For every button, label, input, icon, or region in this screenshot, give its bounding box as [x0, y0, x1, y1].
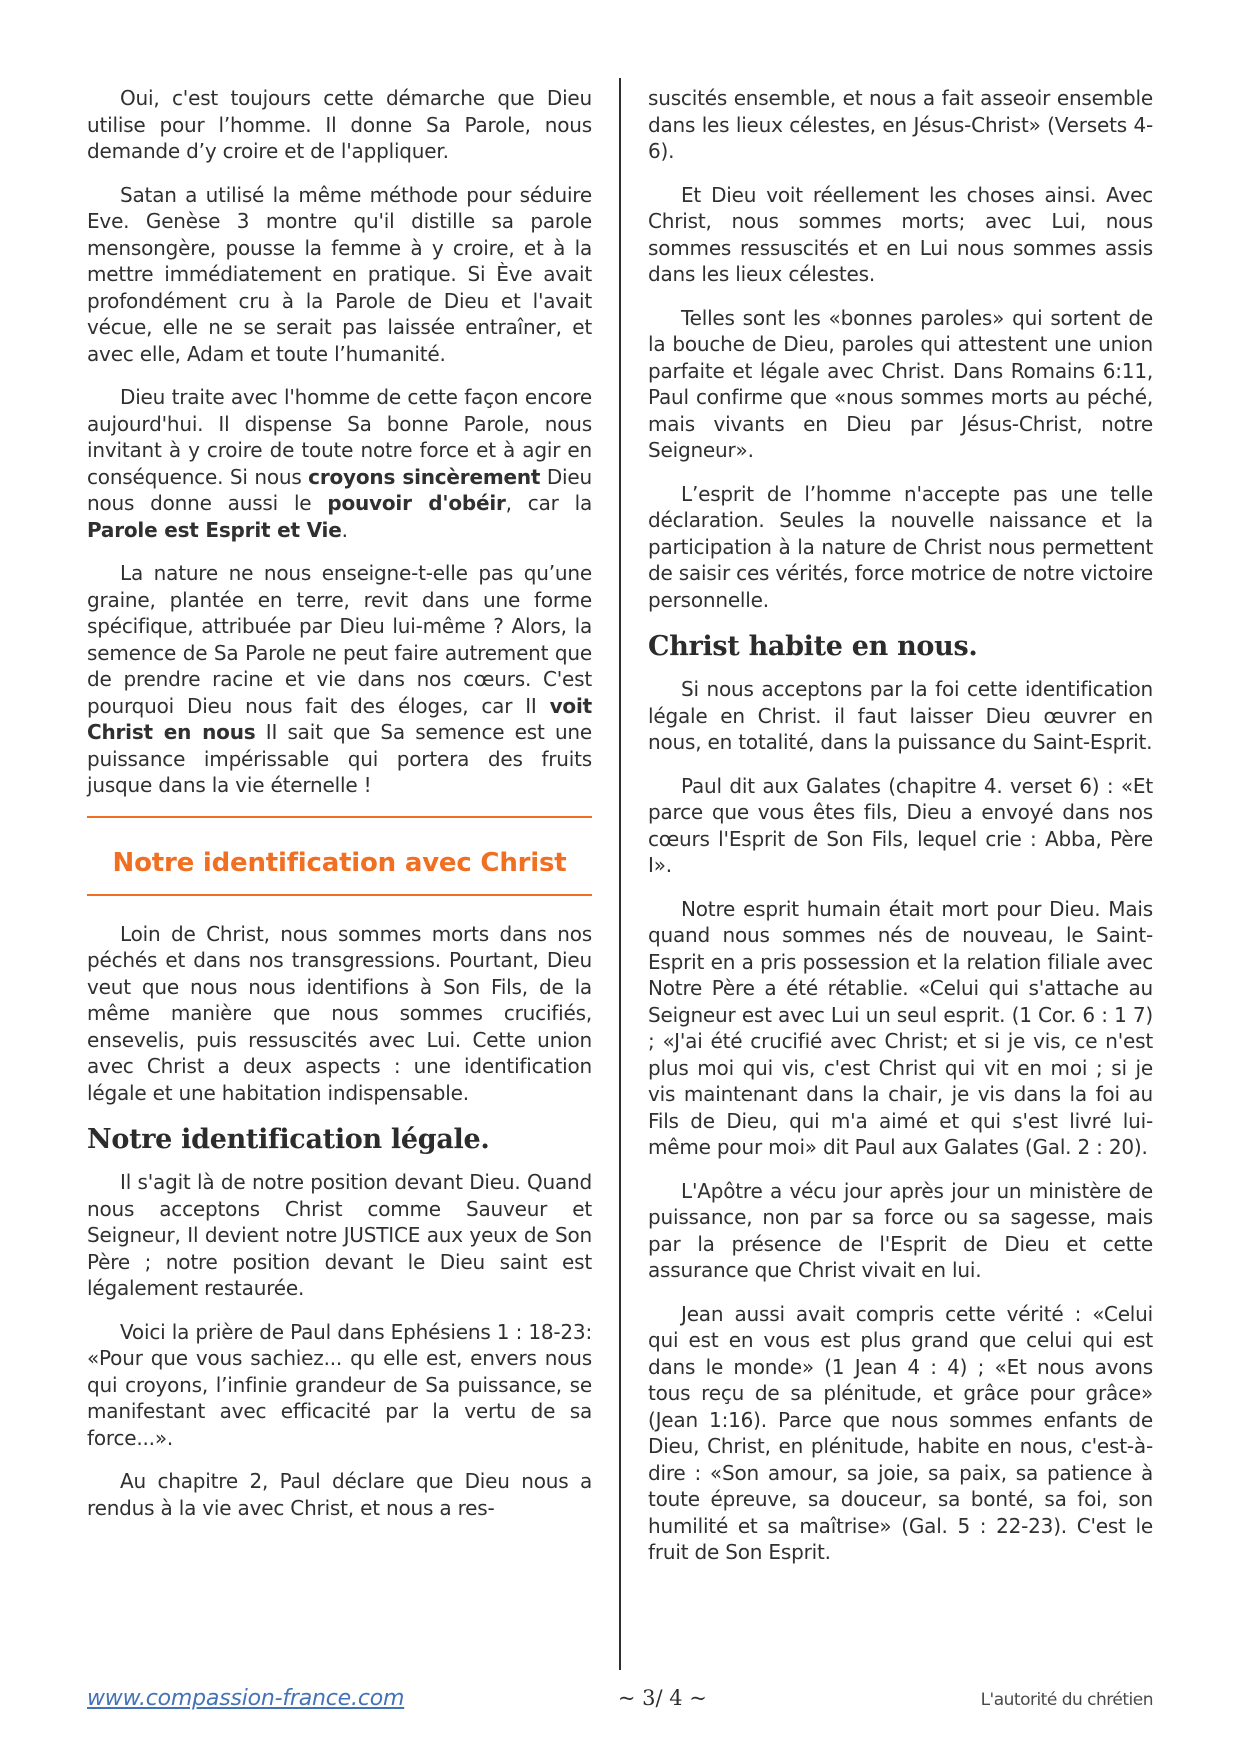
text-run: Oui, c'est toujours cette démarche que Dieu utilise pour l’homme. Il donne Sa Parole, nous demande d’y croire et de l'appliquer. [87, 86, 592, 163]
page-footer [87, 1686, 1153, 1711]
paragraph [648, 676, 1153, 756]
bold-text-run: croyons sincèrement [308, 464, 541, 489]
text-run: Si nous acceptons par la foi cette identification légale en Christ. il faut laisser Dieu œuvrer en nous, en totalité, dans la puissance du Saint-Esprit. [648, 677, 1153, 754]
paragraph [648, 85, 1153, 165]
column-divider-line [619, 78, 621, 1670]
column-right [648, 85, 1153, 1583]
section-divider-rule [87, 894, 592, 896]
text-run: L'Apôtre a vécu jour après jour un ministère de puissance, non par sa force ou sa sagesse, mais par la présence de l'Esprit de Dieu et cette assurance que Christ vivait en lui. [648, 1178, 1153, 1282]
column-left [87, 85, 592, 1583]
section-banner-title: Notre identification avec Christ [112, 847, 567, 878]
paragraph [648, 773, 1153, 879]
bold-text-run: Parole est Esprit et Vie [87, 517, 342, 542]
paragraph [648, 1178, 1153, 1284]
text-run: Notre esprit humain était mort pour Dieu. Mais quand nous sommes nés de nouveau, le Saint-Esprit en a pris possession et la relation filiale avec Notre Père a été rétablie. «Celui qui s'attache au Seigneur est avec Lui un seul esprit. (1 Cor. 6 : 1 7) ; «J'ai été crucifié avec Christ; et si je vis, ce n'est plus moi qui vis, c'est Christ qui vit en moi ; si je vis maintenant dans la chair, je vis dans la foi au Fils de Dieu, qui m'a aimé et qui s'est livré lui-même pour moi» dit Paul aux Galates (Gal. 2 : 20). [648, 896, 1153, 1159]
text-run: , car la [505, 491, 592, 515]
text-run: Satan a utilisé la même méthode pour séduire Eve. Genèse 3 montre qu'il distille sa parole mensongère, pousse la femme à y croire, et à la mettre immédiatement en pratique. Si Ève avait profondément cru à la Parole de Dieu et l'avait vécue, elle ne se serait pas laissée entraîner, et avec elle, Adam et toute l’humanité. [87, 182, 592, 366]
paragraph [87, 1319, 592, 1452]
text-run: II sait que Sa semence est une puissance impérissable qui portera des fruits jusque dans la vie éternelle ! [87, 720, 592, 797]
paragraph [87, 384, 592, 543]
subsection-heading: Notre identification légale. [87, 1124, 490, 1155]
text-run: Au chapitre 2, Paul déclare que Dieu nous a rendus à la vie avec Christ, et nous a res- [87, 1469, 592, 1520]
paragraph [648, 182, 1153, 288]
paragraph [648, 1301, 1153, 1566]
text-run: Et Dieu voit réellement les choses ainsi. Avec Christ, nous sommes morts; avec Lui, nous sommes ressuscités et en Lui nous sommes assis dans les lieux célestes. [648, 182, 1153, 286]
text-run: . [341, 517, 348, 542]
section-divider-rule [87, 816, 592, 818]
paragraph [87, 1169, 592, 1302]
footer-document-title: L'autorité du chrétien [980, 1690, 1153, 1710]
paragraph [87, 921, 592, 1107]
paragraph [87, 560, 592, 799]
subsection-heading: Christ habite en nous. [648, 631, 978, 662]
bold-text-run: voit Christ en nous [87, 693, 592, 744]
paragraph [87, 85, 592, 165]
bold-text-run: pouvoir d'obéir [327, 491, 506, 515]
paragraph [87, 182, 592, 368]
paragraph [648, 481, 1153, 614]
paragraph [87, 1468, 592, 1521]
footer-page-indicator: ~ 3/ 4 ~ [617, 1686, 707, 1710]
paragraph [648, 896, 1153, 1161]
text-run: suscités ensemble, et nous a fait asseoir ensemble dans les lieux célestes, en Jésus-Christ» (Versets 4-6). [648, 86, 1153, 163]
text-run: Dieu nous donne aussi le [87, 464, 592, 515]
text-run: Paul dit aux Galates (chapitre 4. verset 6) : «Et parce que vous êtes fils, Dieu a envoyé dans nos cœurs l'Esprit de Son Fils, lequel crie : Abba, Père I». [648, 773, 1153, 877]
text-run: Telles sont les «bonnes paroles» qui sortent de la bouche de Dieu, paroles qui attestent une union parfaite et légale avec Christ. Dans Romains 6:11, Paul confirme que «nous sommes morts au péché, mais vivants en Dieu par Jésus-Christ, notre Seigneur». [648, 305, 1153, 462]
paragraph [648, 305, 1153, 464]
text-run: La nature ne nous enseigne-t-elle pas qu’une graine, plantée en terre, revit dans une forme spécifique, attribuée par Dieu lui-même ? Alors, la semence de Sa Parole ne peut faire autrement que de prendre racine et vie dans nos cœurs. C'est pourquoi Dieu nous fait des éloges, car II [87, 561, 592, 718]
text-run: Il s'agit là de notre position devant Dieu. Quand nous acceptons Christ comme Sauveur et Seigneur, Il devient notre JUSTICE aux yeux de Son Père ; notre position devant le Dieu saint est légalement restaurée. [87, 1170, 592, 1300]
footer-website-link[interactable]: www.compassion-france.com [87, 1686, 405, 1711]
text-run: Jean aussi avait compris cette vérité : «Celui qui est en vous est plus grand que celui qui est dans le monde» (1 Jean 4 : 4) ; «Et nous avons tous reçu de sa plénitude, et grâce pour grâce» (Jean 1:16). Parce que nous sommes enfants de Dieu, Christ, en plénitude, habite en nous, c'est-à-dire : «Son amour, sa joie, sa paix, sa patience à toute épreuve, sa douceur, sa bonté, sa foi, son humilité et sa maîtrise» (Gal. 5 : 22-23). C'est le fruit de Son Esprit. [648, 1301, 1153, 1564]
text-run: Dieu traite avec l'homme de cette façon encore aujourd'hui. Il dispense Sa bonne Parole, nous invitant à y croire de toute notre force et à agir en conséquence. Si nous [87, 385, 592, 489]
text-run: L’esprit de l’homme n'accepte pas une telle déclaration. Seules la nouvelle naissance et la participation à la nature de Christ nous permettent de saisir ces vérités, force motrice de notre victoire personnelle. [648, 481, 1154, 612]
text-run: Loin de Christ, nous sommes morts dans nos péchés et dans nos transgressions. Pourtant, Dieu veut que nous nous identifions à Son Fils, de la même manière que nous sommes crucifiés, ensevelis, puis ressuscités avec Lui. Cette union avec Christ a deux aspects : une identification légale et une habitation indispensable. [87, 921, 592, 1105]
text-run: Voici la prière de Paul dans Ephésiens 1 : 18-23: «Pour que vous sachiez... qu elle est, envers nous qui croyons, l’infinie grandeur de Sa puissance, se manifestant avec efficacité par la vertu de sa force...». [87, 1319, 592, 1450]
